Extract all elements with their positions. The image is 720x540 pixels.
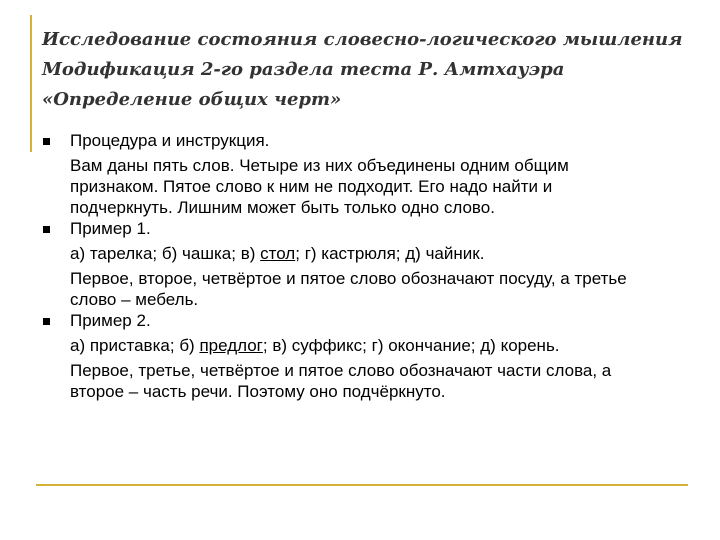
option-b-suffix: ; <box>262 336 268 355</box>
option-e: д) корень. <box>480 336 560 355</box>
square-bullet-icon <box>43 226 50 233</box>
explanation-line: слово – мебель. <box>70 290 199 309</box>
instruction-line: Вам даны пять слов. Четыре из них объединены одним общим <box>70 156 569 175</box>
option-e: д) чайник. <box>405 244 485 263</box>
option-a: а) приставка; <box>70 336 175 355</box>
instruction-line: подчеркнуть. Лишним может быть только одно слово. <box>70 198 495 217</box>
instruction-line: признаком. Пятое слово к ним не подходит. Его надо найти и <box>70 177 553 196</box>
option-c: в) суффикс; <box>272 336 367 355</box>
item-heading: Процедура и инструкция. <box>70 131 270 150</box>
explanation-line: второе – часть речи. Поэтому оно подчёркнуто. <box>70 382 446 401</box>
option-c-prefix: в) <box>240 244 256 263</box>
vertical-accent-line <box>30 15 32 152</box>
option-d: г) кастрюля; <box>304 244 401 263</box>
option-c-underlined-word: стол <box>260 244 296 263</box>
list-item-procedure <box>42 130 702 218</box>
square-bullet-icon <box>43 138 50 145</box>
item-heading: Пример 2. <box>70 311 151 330</box>
list-item-example-2 <box>42 310 702 402</box>
option-d: г) окончание; <box>371 336 476 355</box>
title-line-3: «Определение общих черт» <box>42 89 342 110</box>
slide-content <box>42 130 702 402</box>
option-b-prefix: б) <box>179 336 195 355</box>
explanation-line: Первое, третье, четвёртое и пятое слово обозначают части слова, а <box>70 361 612 380</box>
item-heading: Пример 1. <box>70 219 151 238</box>
option-b: б) чашка; <box>161 244 236 263</box>
example-options <box>70 335 702 356</box>
option-c-suffix: ; <box>295 244 300 263</box>
example-options <box>70 243 702 264</box>
option-b-underlined-word: предлог <box>199 336 263 355</box>
title-line-1: Исследование состояния словесно-логического мышления <box>42 29 683 50</box>
option-a: а) тарелка; <box>70 244 158 263</box>
horizontal-accent-line <box>36 484 688 486</box>
slide-title <box>42 25 702 115</box>
explanation-line: Первое, второе, четвёртое и пятое слово обозначают посуду, а третье <box>70 269 627 288</box>
square-bullet-icon <box>43 318 50 325</box>
title-line-2: Модификация 2-го раздела теста Р. Амтхауэра <box>42 59 565 80</box>
list-item-example-1 <box>42 218 702 310</box>
